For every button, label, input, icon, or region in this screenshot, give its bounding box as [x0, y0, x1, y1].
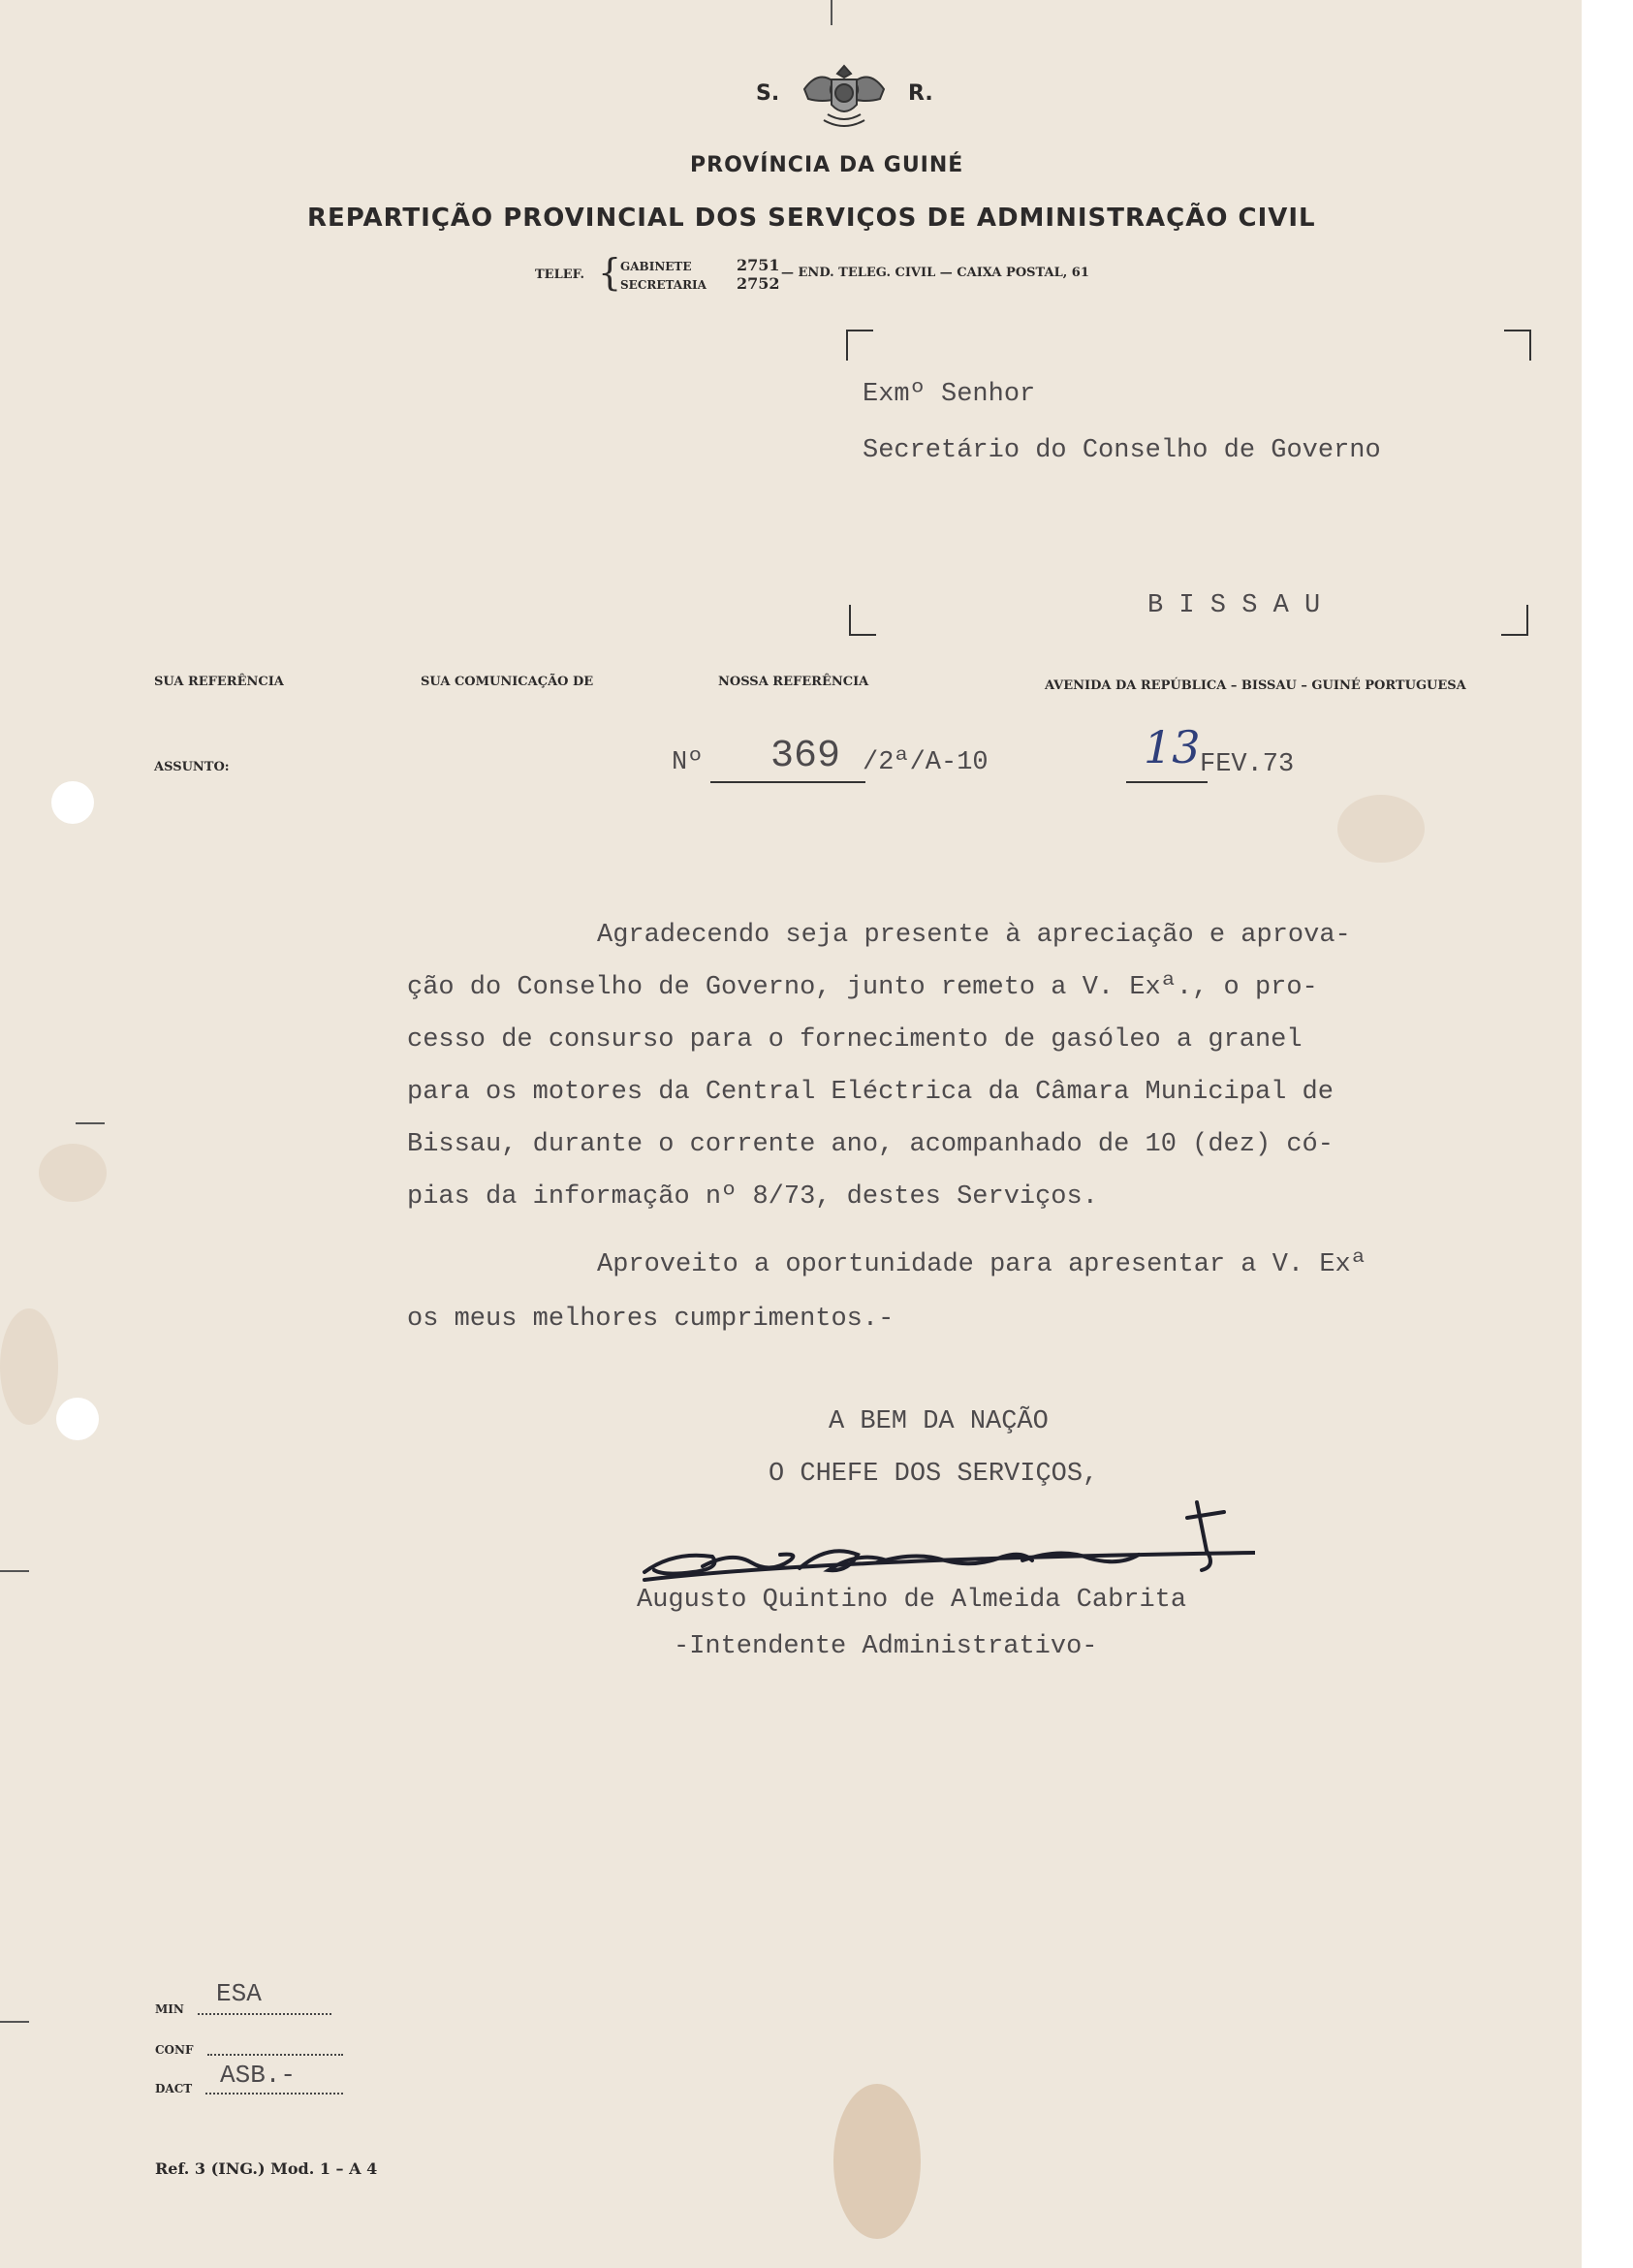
closing-role: O CHEFE DOS SERVIÇOS,	[769, 1460, 1099, 1489]
min-value: ESA	[216, 1979, 262, 2008]
closing-salutation: A BEM DA NAÇÃO	[829, 1407, 1049, 1436]
sua-comunicacao-label: SUA COMUNICAÇÃO DE	[421, 675, 594, 689]
body-line: Bissau, durante o corrente ano, acompanhado de 10 (dez) có-	[407, 1130, 1334, 1159]
gabinete-label: GABINETE	[620, 260, 692, 273]
reference-number: 369	[770, 735, 841, 778]
body-line: cesso de consurso para o fornecimento de gasóleo a granel	[407, 1025, 1303, 1055]
window-corner	[846, 330, 873, 361]
stain	[39, 1144, 107, 1202]
dact-value: ASB.-	[220, 2061, 297, 2090]
margin-tick	[0, 2021, 29, 2023]
stain	[0, 1308, 58, 1425]
body-line: Aproveito a oportunidade para apresentar a V. Exª	[597, 1250, 1366, 1279]
telef-brace: {	[598, 251, 622, 294]
top-tick	[831, 0, 832, 25]
telef-label: TELEF.	[535, 268, 585, 282]
secretaria-number: 2752	[737, 274, 780, 293]
body-line: os meus melhores cumprimentos.-	[407, 1305, 895, 1334]
window-corner	[1501, 605, 1528, 636]
min-label: MIN	[155, 2002, 184, 2016]
reference-underline	[710, 781, 865, 783]
form-reference: Ref. 3 (ING.) Mod. 1 – A 4	[155, 2159, 378, 2178]
sua-referencia-label: SUA REFERÊNCIA	[154, 675, 284, 689]
gabinete-number: 2751	[737, 256, 780, 274]
signatory-title: -Intendente Administrativo-	[674, 1632, 1098, 1661]
office-name: REPARTIÇÃO PROVINCIAL DOS SERVIÇOS DE ADMINISTRAÇÃO CIVIL	[307, 204, 1316, 233]
signatory-name: Augusto Quintino de Almeida Cabrita	[637, 1586, 1187, 1615]
date-day-handwritten: 13	[1144, 721, 1201, 773]
stain	[833, 2084, 921, 2239]
body-line: pias da informação nº 8/73, destes Serviços.	[407, 1182, 1098, 1212]
addressee-salutation: Exmº Senhor	[863, 380, 1036, 409]
assunto-label: ASSUNTO:	[154, 760, 230, 774]
nossa-referencia-label: NOSSA REFERÊNCIA	[718, 675, 869, 689]
window-corner	[1504, 330, 1531, 361]
handwritten-signature	[635, 1483, 1255, 1590]
date-underline	[1126, 781, 1208, 783]
date-month-year: FEV.73	[1200, 750, 1295, 779]
addressee-title: Secretário do Conselho de Governo	[863, 436, 1381, 465]
conf-dotted-line	[207, 2054, 343, 2056]
min-dotted-line	[198, 2013, 331, 2015]
dact-label: DACT	[155, 2082, 193, 2095]
reference-suffix: /2ª/A-10	[863, 748, 989, 777]
body-line: Agradecendo seja presente à apreciação e aprova-	[597, 921, 1351, 950]
reference-no-label: Nº	[672, 748, 704, 777]
secretaria-label: SECRETARIA	[620, 278, 707, 292]
header-s-letter: S.	[756, 81, 780, 106]
province-name: PROVÍNCIA DA GUINÉ	[690, 153, 964, 177]
punch-hole	[51, 781, 94, 824]
header-r-letter: R.	[908, 81, 933, 106]
window-corner	[849, 605, 876, 636]
office-address: AVENIDA DA REPÚBLICA – BISSAU – GUINÉ PORTUGUESA	[1045, 678, 1466, 693]
conf-label: CONF	[155, 2043, 194, 2057]
body-line: para os motores da Central Eléctrica da Câmara Municipal de	[407, 1078, 1334, 1107]
punch-hole	[56, 1398, 99, 1440]
dact-dotted-line	[205, 2093, 343, 2095]
margin-tick	[0, 1570, 29, 1572]
coat-of-arms-icon	[799, 60, 890, 132]
body-line: ção do Conselho de Governo, junto remeto a V. Exª., o pro-	[407, 973, 1318, 1002]
margin-tick	[76, 1122, 105, 1124]
addressee-city: B I S S A U	[1147, 591, 1321, 620]
contact-line: — END. TELEG. CIVIL — CAIXA POSTAL, 61	[781, 266, 1089, 280]
stain	[1337, 795, 1425, 863]
